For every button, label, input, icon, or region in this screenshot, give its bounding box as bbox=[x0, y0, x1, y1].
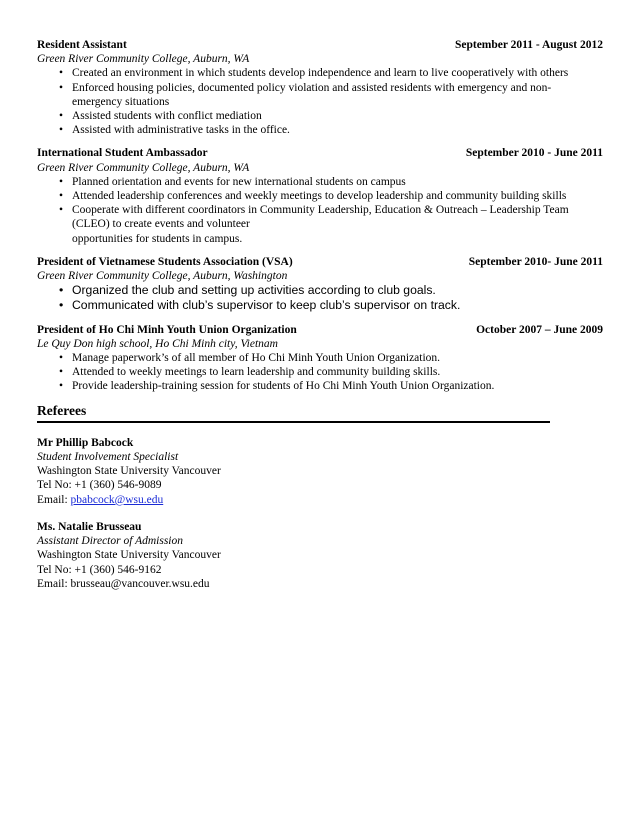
job-dates: September 2010 - June 2011 bbox=[465, 147, 603, 160]
job-bullets bbox=[37, 351, 603, 394]
referee-name: Ms. Natalie Brusseau bbox=[37, 520, 142, 533]
job-header bbox=[37, 323, 603, 337]
job-title: President of Vietnamese Students Association (VSA) bbox=[37, 255, 293, 268]
referee-phone: Tel No: +1 (360) 546-9162 bbox=[37, 563, 162, 576]
referee-institution: Washington State University Vancouver bbox=[37, 549, 221, 562]
job-entry bbox=[37, 38, 603, 137]
resume-page bbox=[37, 38, 603, 591]
job-bullet: • Attended leadership conferences and weekly meetings to develop leadership and community building skills bbox=[72, 189, 603, 203]
job-bullet-continuation: opportunities for students in campus. bbox=[72, 232, 243, 245]
job-bullet: • Assisted with administrative tasks in the office. bbox=[72, 123, 603, 137]
job-dates: September 2010- June 2011 bbox=[468, 255, 603, 268]
job-bullets bbox=[37, 283, 603, 313]
job-entry bbox=[37, 255, 603, 314]
job-bullet-continuation: (CLEO) to create events and volunteer bbox=[72, 218, 250, 231]
job-title: President of Ho Chi Minh Youth Union Organization bbox=[37, 323, 297, 336]
job-bullet: • Created an environment in which students develop independence and learn to live cooperatively with others bbox=[72, 66, 603, 80]
referee-entry bbox=[37, 436, 603, 507]
referee-institution: Washington State University Vancouver bbox=[37, 465, 221, 478]
referee-role: Student Involvement Specialist bbox=[37, 451, 179, 464]
referee-phone: Tel No: +1 (360) 546-9089 bbox=[37, 479, 162, 492]
job-header bbox=[37, 146, 603, 160]
job-organization: Green River Community College, Auburn, Washington bbox=[37, 270, 288, 283]
job-bullet: • Communicated with club’s supervisor to keep club’s supervisor on track. bbox=[72, 298, 603, 313]
job-dates: October 2007 – June 2009 bbox=[476, 323, 603, 336]
referees-heading: Referees bbox=[37, 404, 550, 423]
referee-role: Assistant Director of Admission bbox=[37, 535, 183, 548]
job-bullets bbox=[37, 66, 603, 137]
referee-email-link[interactable]: pbabcock@wsu.edu bbox=[70, 493, 164, 506]
job-dates: September 2011 - August 2012 bbox=[454, 39, 603, 51]
job-bullet: • Enforced housing policies, documented policy violation and assisted residents with emergency and non- emergency situations bbox=[72, 81, 603, 109]
job-bullet: • Attended to weekly meetings to learn leadership and community building skills. bbox=[72, 365, 603, 379]
job-bullet: • Assisted students with conflict mediation bbox=[72, 109, 603, 123]
job-organization: Green River Community College, Auburn, WA bbox=[37, 53, 250, 66]
job-bullet: • Planned orientation and events for new international students on campus bbox=[72, 175, 603, 189]
job-bullet: • Cooperate with different coordinators in Community Leadership, Education & Outreach – Leadership Team (CLEO) to create events and volunteer opportunities for students in campus. bbox=[72, 203, 603, 246]
job-bullet: • Manage paperwork’s of all member of Ho Chi Minh Youth Union Organization. bbox=[72, 351, 603, 365]
referee-entry bbox=[37, 520, 603, 591]
referee-email-row bbox=[37, 493, 603, 507]
job-organization: Le Quy Don high school, Ho Chi Minh city, Vietnam bbox=[37, 337, 278, 350]
job-bullets bbox=[37, 175, 603, 246]
job-header bbox=[37, 255, 603, 269]
referee-email-label: Email: bbox=[37, 493, 71, 506]
job-bullet: • Provide leadership-training session for students of Ho Chi Minh Youth Union Organization. bbox=[72, 379, 603, 393]
job-bullet-continuation: emergency situations bbox=[72, 95, 170, 108]
referee-email-row bbox=[37, 577, 603, 591]
job-title: Resident Assistant bbox=[37, 39, 127, 51]
job-header bbox=[37, 38, 603, 52]
job-title: International Student Ambassador bbox=[37, 147, 208, 160]
job-bullet: • Organized the club and setting up activities according to club goals. bbox=[72, 283, 603, 298]
job-organization: Green River Community College, Auburn, WA bbox=[37, 161, 250, 174]
referee-name: Mr Phillip Babcock bbox=[37, 436, 134, 449]
referee-email: brusseau@vancouver.wsu.edu bbox=[70, 577, 210, 590]
referee-email-label: Email: bbox=[37, 577, 71, 590]
job-entry bbox=[37, 146, 603, 245]
job-entry bbox=[37, 323, 603, 394]
